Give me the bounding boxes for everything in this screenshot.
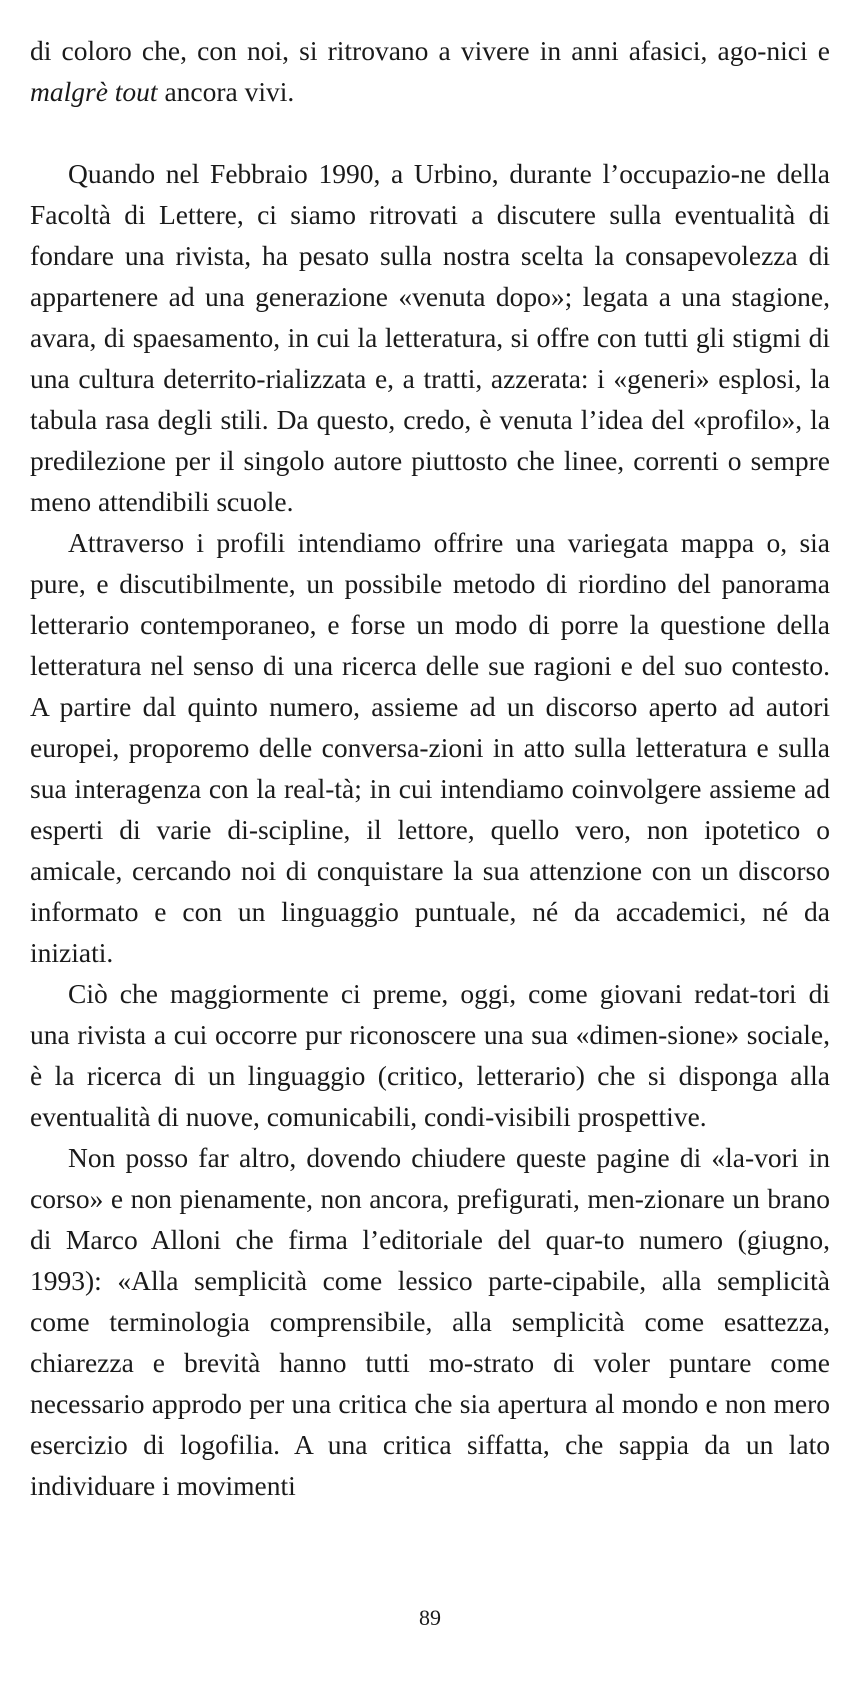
- text-run: Attraverso i profili intendiamo offrire una variegata mappa o, sia pure, e discutibilmente, un possibile metodo di riordino del panorama letterario contemporaneo, e forse un modo di porre la questione della letteratura nel senso di una ricerca delle sue ragioni e del suo contesto. A partire dal quinto numero, assieme ad un discorso aperto ad autori europei, proporemo delle conversa-zioni in atto sulla letteratura e sulla sua interagenza con la real-tà; in cui intendiamo coinvolgere assieme ad esperti di varie di-scipline, il lettore, quello vero, non ipotetico o amicale, cercando noi di conquistare la sua attenzione con un discorso informato e con un linguaggio puntuale, né da accademici, né da iniziati.: [30, 527, 830, 968]
- paragraph-1: [30, 30, 830, 112]
- page-number: 89: [419, 1605, 441, 1630]
- paragraph-2: [30, 153, 830, 522]
- paragraph-3: [30, 522, 830, 973]
- paragraph-4: [30, 973, 830, 1137]
- italic-phrase: malgrè tout: [30, 76, 158, 107]
- paragraph-5: [30, 1137, 830, 1506]
- text-run: ancora vivi.: [157, 76, 295, 107]
- page-body: [30, 30, 830, 1506]
- text-run: Non posso far altro, dovendo chiudere queste pagine di «la-vori in corso» e non pienamente, non ancora, prefigurati, men-zionare un brano di Marco Alloni che firma l’editoriale del quar-to numero (giugno, 1993): «Alla semplicità come lessico parte-cipabile, alla semplicità come terminologia comprensibile, alla semplicità come esattezza, chiarezza e brevità hanno tutti mo-strato di voler puntare come necessario approdo per una critica che sia apertura al mondo e non mero esercizio di logofilia. A una critica siffatta, che sappia da un lato individuare i movimenti: [30, 1142, 830, 1501]
- text-run: Quando nel Febbraio 1990, a Urbino, durante l’occupazio-ne della Facoltà di Lettere, ci siamo ritrovati a discutere sulla eventualità di fondare una rivista, ha pesato sulla nostra scelta la consapevolezza di appartenere ad una generazione «venuta dopo»; legata a una stagione, avara, di spaesamento, in cui la letteratura, si offre con tutti gli stigmi di una cultura deterrito-rializzata e, a tratti, azzerata: i «generi» esplosi, la tabula rasa degli stili. Da questo, credo, è venuta l’idea del «profilo», la predilezione per il singolo autore piuttosto che linee, correnti o sempre meno attendibili scuole.: [30, 158, 830, 517]
- text-run: Ciò che maggiormente ci preme, oggi, come giovani redat-tori di una rivista a cui occorre pur riconoscere una sua «dimen-sione» sociale, è la ricerca di un linguaggio (critico, letterario) che si disponga alla eventualità di nuove, comunicabili, condi-visibili prospettive.: [30, 978, 830, 1132]
- text-run: di coloro che, con noi, si ritrovano a vivere in anni afasici, ago-nici e: [30, 35, 830, 66]
